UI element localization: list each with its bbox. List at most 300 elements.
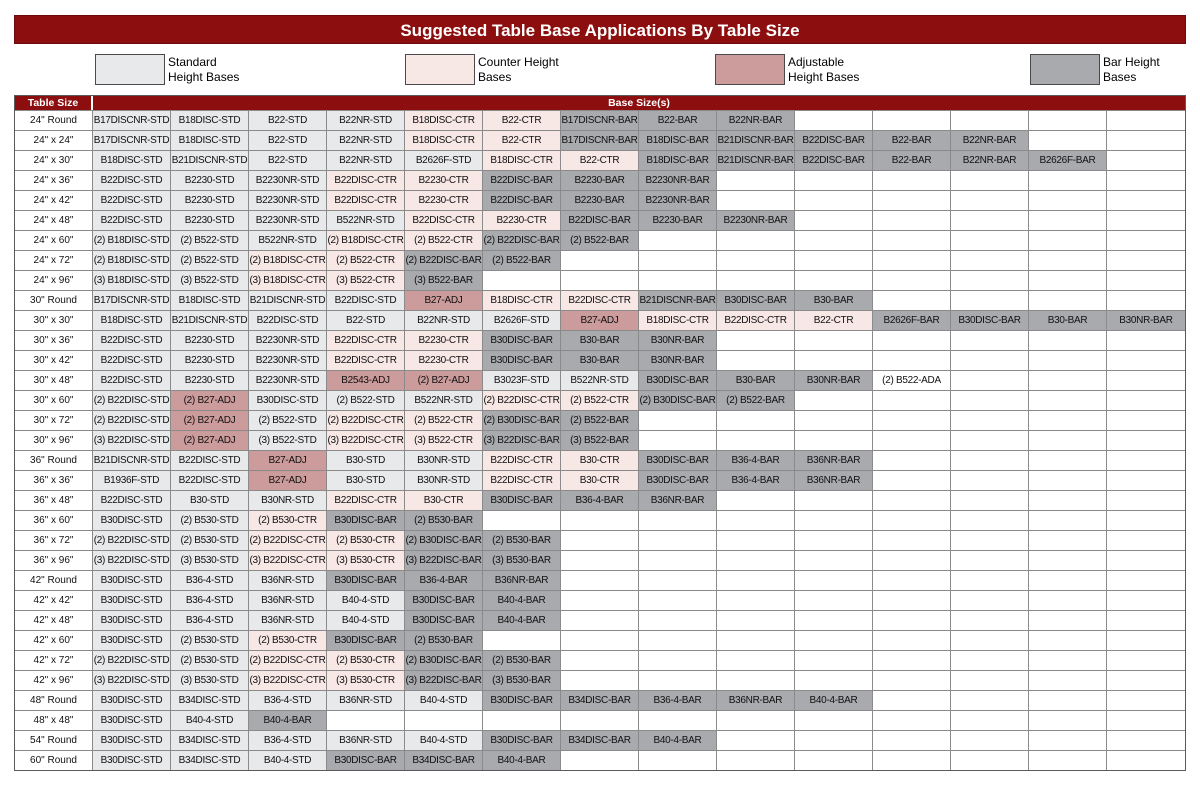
base-cell (1029, 290, 1107, 310)
base-cell: B2230NR-STD (249, 370, 327, 390)
base-cell: B40-4-STD (327, 590, 405, 610)
base-cell (717, 610, 795, 630)
base-cell: (2) B530-BAR (483, 650, 561, 670)
base-cell: B22DISC-STD (93, 490, 171, 510)
table-size-header: Table Size (15, 96, 93, 110)
base-cell (795, 630, 873, 650)
base-cell: B22DISC-STD (93, 330, 171, 350)
base-cell (873, 270, 951, 290)
base-cell: (3) B522-CTR (327, 270, 405, 290)
legend-label-line: Adjustable (788, 55, 845, 69)
table-size-cell: 60" Round (15, 750, 93, 770)
base-cell (639, 570, 717, 590)
base-cell: B36-4-STD (171, 570, 249, 590)
base-cell: B17DISCNR-STD (93, 290, 171, 310)
base-cell: B18DISC-CTR (405, 110, 483, 130)
base-cell: B2230-CTR (405, 350, 483, 370)
base-cell (1107, 250, 1185, 270)
table-row (15, 230, 1185, 250)
base-cell: (2) B522-STD (249, 410, 327, 430)
table-size-cell: 36" x 96" (15, 550, 93, 570)
base-cell (1029, 550, 1107, 570)
base-cell (1107, 470, 1185, 490)
base-cell: B21DISCNR-STD (249, 290, 327, 310)
base-cell: B27-ADJ (249, 450, 327, 470)
base-cell: B22-CTR (483, 110, 561, 130)
table-size-cell: 42" x 72" (15, 650, 93, 670)
base-cell: B22DISC-CTR (717, 310, 795, 330)
base-cell: B22-STD (249, 110, 327, 130)
base-cell: B27-ADJ (561, 310, 639, 330)
base-cell: (2) B18DISC-STD (93, 230, 171, 250)
base-cell: B22DISC-BAR (795, 150, 873, 170)
base-cell (951, 430, 1029, 450)
table-row (15, 450, 1185, 470)
base-cell (873, 470, 951, 490)
table-size-cell: 24" x 72" (15, 250, 93, 270)
base-cell: B18DISC-CTR (483, 150, 561, 170)
base-cell: B2230-CTR (405, 330, 483, 350)
base-cell (1029, 330, 1107, 350)
base-cell (1107, 450, 1185, 470)
base-cell (873, 410, 951, 430)
base-cell (1029, 470, 1107, 490)
base-cell: B18DISC-STD (171, 130, 249, 150)
base-cell (951, 590, 1029, 610)
base-cell: B22NR-BAR (951, 130, 1029, 150)
table-row (15, 510, 1185, 530)
base-cell: B40-4-BAR (483, 750, 561, 770)
base-cell: B18DISC-STD (171, 110, 249, 130)
base-cell (1029, 710, 1107, 730)
base-cell: B30DISC-BAR (639, 450, 717, 470)
base-cell (873, 630, 951, 650)
base-cell: B30NR-STD (405, 470, 483, 490)
table-row (15, 270, 1185, 290)
base-cell: (2) B522-STD (171, 250, 249, 270)
base-cell (1107, 290, 1185, 310)
base-cell: (3) B18DISC-CTR (249, 270, 327, 290)
base-cell: B36-4-BAR (405, 570, 483, 590)
base-cell (639, 590, 717, 610)
base-cell (1107, 510, 1185, 530)
base-cell: B30NR-BAR (795, 370, 873, 390)
legend-label-line: Bases (1103, 70, 1137, 84)
table-row (15, 430, 1185, 450)
base-cell: B22NR-STD (327, 150, 405, 170)
base-cell (561, 570, 639, 590)
base-cell (561, 590, 639, 610)
base-cell (1107, 350, 1185, 370)
base-cell (1107, 330, 1185, 350)
base-cell: (3) B530-CTR (327, 670, 405, 690)
base-cell (1107, 690, 1185, 710)
base-cell: (3) B530-BAR (483, 670, 561, 690)
base-cell: B36NR-BAR (795, 450, 873, 470)
base-cell: B22DISC-STD (93, 370, 171, 390)
base-cell: (2) B522-BAR (561, 410, 639, 430)
base-cell (951, 450, 1029, 470)
base-cell (873, 490, 951, 510)
base-cell: B18DISC-STD (93, 310, 171, 330)
base-cell (1029, 130, 1107, 150)
base-cell: B30DISC-BAR (717, 290, 795, 310)
base-applications-table (14, 95, 1186, 771)
base-cell (951, 710, 1029, 730)
legend-label (1103, 54, 1160, 85)
base-cell: (3) B530-STD (171, 670, 249, 690)
base-cell: B2230-CTR (405, 190, 483, 210)
base-cell (951, 750, 1029, 770)
base-cell (561, 750, 639, 770)
base-cell (795, 210, 873, 230)
base-cell: B2230-STD (171, 370, 249, 390)
table-size-cell: 42" x 96" (15, 670, 93, 690)
base-cell (1107, 490, 1185, 510)
base-cell (1107, 410, 1185, 430)
base-cell (1029, 630, 1107, 650)
base-cell (717, 750, 795, 770)
table-row (15, 750, 1185, 770)
base-cell: (2) B22DISC-BAR (405, 250, 483, 270)
base-cell (873, 690, 951, 710)
base-cell: B36NR-STD (327, 690, 405, 710)
base-cell: B2230-CTR (483, 210, 561, 230)
base-cell (795, 430, 873, 450)
base-cell (717, 190, 795, 210)
base-cell: B30-BAR (795, 290, 873, 310)
base-cell (1029, 410, 1107, 430)
base-cell: B36-4-BAR (717, 470, 795, 490)
base-cell: B2230NR-BAR (717, 210, 795, 230)
base-cell: B18DISC-CTR (405, 130, 483, 150)
table-row (15, 730, 1185, 750)
table-row (15, 650, 1185, 670)
table-size-cell: 30" x 60" (15, 390, 93, 410)
base-cell (717, 730, 795, 750)
base-cell (1107, 610, 1185, 630)
base-cell: B1936F-STD (93, 470, 171, 490)
base-cell: B21DISCNR-STD (171, 310, 249, 330)
base-cell: B22DISC-BAR (561, 210, 639, 230)
base-cell: B22DISC-BAR (483, 170, 561, 190)
base-cell (1029, 490, 1107, 510)
base-cell: (3) B22DISC-CTR (249, 550, 327, 570)
base-cell: (2) B522-BAR (561, 230, 639, 250)
base-cell: B2230NR-STD (249, 170, 327, 190)
base-cell: B22DISC-BAR (483, 190, 561, 210)
base-cell: B22DISC-CTR (327, 350, 405, 370)
base-cell: (2) B27-ADJ (171, 430, 249, 450)
base-cell: B30NR-STD (405, 450, 483, 470)
base-cell: (2) B18DISC-CTR (327, 230, 405, 250)
base-cell (639, 750, 717, 770)
base-cell (1107, 590, 1185, 610)
base-cell (717, 550, 795, 570)
base-cell: B22-CTR (795, 310, 873, 330)
base-cell: B17DISCNR-STD (93, 110, 171, 130)
base-cell (1029, 450, 1107, 470)
base-cell (873, 590, 951, 610)
base-cell: B40-4-STD (405, 730, 483, 750)
base-cell: B36-4-STD (171, 610, 249, 630)
base-cell: (2) B522-BAR (717, 390, 795, 410)
base-cell: B36-4-BAR (561, 490, 639, 510)
base-cell: (2) B522-CTR (405, 410, 483, 430)
table-row (15, 250, 1185, 270)
base-cell: B30DISC-BAR (639, 370, 717, 390)
base-cell (873, 670, 951, 690)
legend (14, 44, 1186, 95)
base-cell: B22NR-STD (327, 110, 405, 130)
base-cell (1029, 250, 1107, 270)
table-row (15, 710, 1185, 730)
base-cell: B36NR-BAR (483, 570, 561, 590)
base-cell (873, 530, 951, 550)
base-cell: B18DISC-STD (93, 150, 171, 170)
base-cell (795, 170, 873, 190)
base-cell (639, 430, 717, 450)
table-row (15, 610, 1185, 630)
base-cell: (2) B530-CTR (249, 510, 327, 530)
base-cell (795, 590, 873, 610)
base-cell: B2626F-BAR (873, 310, 951, 330)
base-cell (795, 390, 873, 410)
base-cell (951, 250, 1029, 270)
table-size-cell: 24" x 24" (15, 130, 93, 150)
base-cell: B30DISC-BAR (951, 310, 1029, 330)
base-cell: B40-4-BAR (795, 690, 873, 710)
page (14, 15, 1186, 771)
table-row (15, 310, 1185, 330)
base-cell: (2) B18DISC-STD (93, 250, 171, 270)
base-cell (873, 190, 951, 210)
base-cell (483, 270, 561, 290)
table-size-cell: 24" x 36" (15, 170, 93, 190)
base-cell: B22NR-BAR (951, 150, 1029, 170)
bar-height-swatch (1030, 54, 1100, 85)
base-cell (639, 650, 717, 670)
base-cell: B22DISC-CTR (405, 210, 483, 230)
base-cell: B30DISC-STD (93, 630, 171, 650)
base-cell: (3) B22DISC-CTR (327, 430, 405, 450)
base-cell (873, 450, 951, 470)
base-cell (873, 570, 951, 590)
table-size-cell: 24" Round (15, 110, 93, 130)
base-cell: B30-CTR (561, 450, 639, 470)
base-cell (795, 650, 873, 670)
base-cell: B522NR-STD (249, 230, 327, 250)
base-cell: (2) B27-ADJ (171, 390, 249, 410)
base-cell: B2230-BAR (561, 190, 639, 210)
base-cell (561, 550, 639, 570)
base-cell (717, 230, 795, 250)
table-row (15, 130, 1185, 150)
base-cell (483, 630, 561, 650)
base-cell: B36-4-STD (249, 730, 327, 750)
base-cell (795, 570, 873, 590)
base-cell: B36-4-STD (249, 690, 327, 710)
legend-item-bar (1030, 54, 1160, 85)
base-cell: B40-4-STD (249, 750, 327, 770)
base-cell (717, 650, 795, 670)
base-cell: (2) B530-STD (171, 510, 249, 530)
base-cell: B17DISCNR-BAR (561, 130, 639, 150)
base-cell (951, 330, 1029, 350)
base-cell: B2230NR-STD (249, 350, 327, 370)
table-header-row (15, 95, 1185, 110)
base-cell: B40-4-BAR (249, 710, 327, 730)
base-cell (1029, 110, 1107, 130)
base-cell: (3) B530-CTR (327, 550, 405, 570)
base-cell: (2) B27-ADJ (171, 410, 249, 430)
base-cell: B22-BAR (873, 150, 951, 170)
base-cell: B2230-STD (171, 330, 249, 350)
base-cell (951, 410, 1029, 430)
base-cell: (2) B22DISC-BAR (483, 230, 561, 250)
base-cell: B2543-ADJ (327, 370, 405, 390)
base-cell: (3) B22DISC-STD (93, 670, 171, 690)
base-sizes-header: Base Size(s) (608, 97, 670, 109)
base-cell: B34DISC-BAR (405, 750, 483, 770)
base-cell: B34DISC-STD (171, 730, 249, 750)
base-cell (795, 550, 873, 570)
base-cell (639, 630, 717, 650)
table-size-cell: 30" x 42" (15, 350, 93, 370)
base-cell (639, 410, 717, 430)
base-cell (873, 210, 951, 230)
base-cell: (2) B22DISC-STD (93, 530, 171, 550)
base-cell (873, 650, 951, 670)
base-cell (795, 510, 873, 530)
base-cell: B2230-CTR (405, 170, 483, 190)
base-cell (1107, 190, 1185, 210)
base-cell (717, 590, 795, 610)
base-cell (951, 350, 1029, 370)
base-cell (951, 110, 1029, 130)
base-cell: B22-STD (327, 310, 405, 330)
adjustable-height-swatch (715, 54, 785, 85)
legend-label (168, 54, 239, 85)
base-cell: (3) B22DISC-BAR (405, 550, 483, 570)
base-cell (873, 230, 951, 250)
base-cell (1029, 730, 1107, 750)
table-size-cell: 24" x 96" (15, 270, 93, 290)
base-cell: B17DISCNR-STD (93, 130, 171, 150)
base-cell (951, 550, 1029, 570)
base-cell: B2230-STD (171, 170, 249, 190)
table-row (15, 630, 1185, 650)
base-cell (1029, 510, 1107, 530)
base-cell (795, 670, 873, 690)
base-cell: B22DISC-CTR (327, 190, 405, 210)
base-cell (951, 730, 1029, 750)
base-cell (717, 670, 795, 690)
table-row (15, 530, 1185, 550)
base-cell: B36-4-BAR (639, 690, 717, 710)
base-cell (561, 710, 639, 730)
legend-label-line: Height Bases (788, 70, 860, 84)
base-cell (1029, 350, 1107, 370)
table-row (15, 390, 1185, 410)
base-cell: B2230NR-STD (249, 210, 327, 230)
table-size-cell: 42" x 48" (15, 610, 93, 630)
base-cell (951, 690, 1029, 710)
base-cell (717, 510, 795, 530)
base-cell (561, 610, 639, 630)
table-row (15, 570, 1185, 590)
base-cell: B36-4-BAR (717, 450, 795, 470)
base-cell (873, 330, 951, 350)
base-cell: (2) B22DISC-CTR (249, 530, 327, 550)
base-cell: B22DISC-CTR (327, 490, 405, 510)
base-cell: (2) B27-ADJ (405, 370, 483, 390)
base-cell (951, 510, 1029, 530)
base-cell: B34DISC-STD (171, 750, 249, 770)
table-size-cell: 42" Round (15, 570, 93, 590)
base-cell: (2) B522-CTR (327, 250, 405, 270)
base-cell: B40-4-BAR (483, 590, 561, 610)
base-cell: B30-STD (327, 450, 405, 470)
table-size-cell: 24" x 30" (15, 150, 93, 170)
base-cell (1107, 730, 1185, 750)
base-cell (639, 250, 717, 270)
base-cell (1107, 630, 1185, 650)
base-cell (1107, 670, 1185, 690)
base-cell: (3) B22DISC-BAR (483, 430, 561, 450)
base-cell (1029, 430, 1107, 450)
base-cell (795, 190, 873, 210)
base-cell (717, 250, 795, 270)
base-cell (717, 170, 795, 190)
table-size-cell: 42" x 42" (15, 590, 93, 610)
base-cell: B22NR-STD (405, 310, 483, 330)
base-cell: B522NR-STD (327, 210, 405, 230)
base-cell: (2) B522-STD (327, 390, 405, 410)
base-cell: B36NR-BAR (717, 690, 795, 710)
base-cell: B22-STD (249, 130, 327, 150)
base-cell: B18DISC-BAR (639, 150, 717, 170)
base-cell: (2) B530-BAR (483, 530, 561, 550)
base-cell (717, 570, 795, 590)
base-cell: (2) B30DISC-BAR (405, 650, 483, 670)
base-cell (1029, 390, 1107, 410)
base-cell (873, 710, 951, 730)
base-cell: B30-BAR (717, 370, 795, 390)
base-cell: B36NR-BAR (639, 490, 717, 510)
standard-height-swatch (95, 54, 165, 85)
table-row (15, 110, 1185, 130)
base-cell: (3) B522-BAR (405, 270, 483, 290)
base-cell: B30DISC-BAR (483, 490, 561, 510)
base-cell: B2230-STD (171, 210, 249, 230)
legend-label-line: Counter Height (478, 55, 559, 69)
base-cell: B34DISC-BAR (561, 730, 639, 750)
base-cell (795, 350, 873, 370)
legend-label (478, 54, 559, 85)
base-cell (873, 290, 951, 310)
base-cell: (3) B530-STD (171, 550, 249, 570)
base-cell (1029, 370, 1107, 390)
base-cell (1029, 210, 1107, 230)
base-cell (951, 610, 1029, 630)
base-cell (1107, 430, 1185, 450)
base-cell: B36NR-STD (249, 570, 327, 590)
base-cell: (2) B30DISC-BAR (639, 390, 717, 410)
base-cell: B36-4-STD (171, 590, 249, 610)
base-cell (795, 610, 873, 630)
base-cell: (2) B530-STD (171, 650, 249, 670)
